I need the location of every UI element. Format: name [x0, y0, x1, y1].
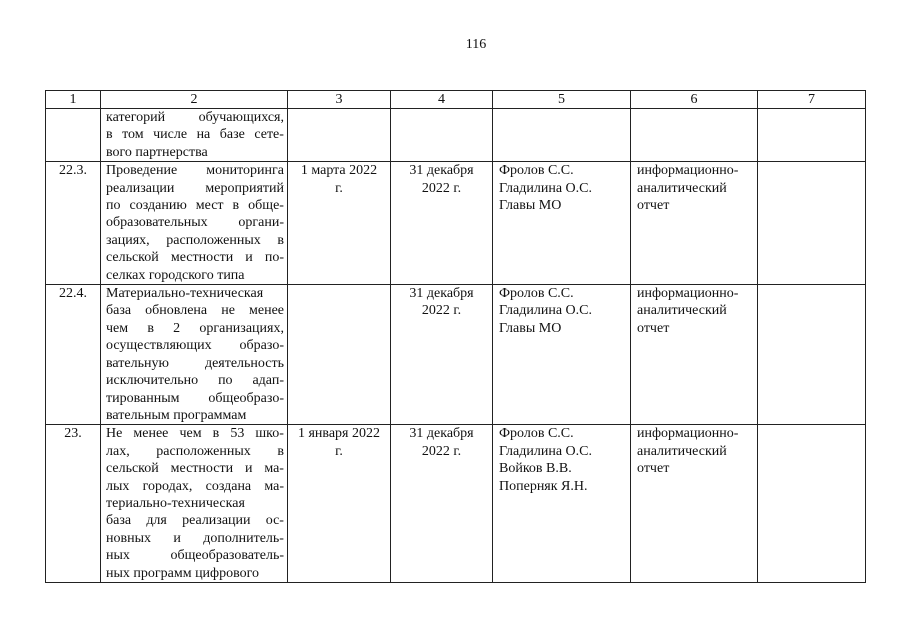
responsible-person: Фролов С.С.	[499, 163, 574, 179]
item-number-cell	[46, 109, 101, 162]
activity-text-line: осуществляющих образо-	[106, 338, 284, 354]
activity-cell	[101, 162, 288, 285]
item-number: 23.	[64, 426, 82, 442]
end-date-cell	[391, 109, 493, 162]
result-document-cell	[631, 162, 758, 285]
start-date-line: 1 марта 2022	[300, 163, 378, 179]
end-date-line: 2022 г.	[421, 180, 462, 196]
activity-text-line: сельской местности и по-	[106, 250, 284, 266]
result-document-line: отчет	[637, 198, 670, 214]
activity-cell	[101, 109, 288, 162]
responsible-cell	[493, 109, 631, 162]
activity-text-line: лах, расположенных в	[106, 443, 284, 459]
activity-text-line: ных общеобразователь-	[106, 548, 284, 564]
start-date-cell	[288, 109, 391, 162]
activity-text-line: база обновлена не менее	[106, 303, 284, 319]
page-number: 116	[465, 37, 487, 52]
activity-text-line: селках городского типа	[106, 267, 245, 283]
end-date-line: 31 декабря	[409, 426, 474, 442]
activity-text-line: чем в 2 организациях,	[106, 320, 284, 336]
result-document-line: отчет	[637, 461, 670, 477]
end-date-cell	[391, 285, 493, 425]
activity-text-line: вательным программам	[106, 407, 247, 423]
result-document-line: аналитический	[637, 180, 727, 196]
activity-cell	[101, 425, 288, 583]
result-document-cell	[631, 425, 758, 583]
item-number: 22.4.	[59, 286, 87, 302]
note-cell	[758, 109, 866, 162]
result-document-line: информационно-	[637, 163, 739, 179]
activity-text-line: категорий обучающихся,	[106, 110, 284, 125]
column-number: 1	[46, 91, 101, 109]
item-number-cell	[46, 425, 101, 583]
activity-text-line: тированным общеобразо-	[106, 390, 284, 406]
activity-text-line: Не менее чем в 53 шко-	[106, 426, 284, 442]
responsible-person: Войков В.В.	[499, 461, 572, 477]
item-number-cell	[46, 162, 101, 285]
responsible-person: Поперняк Я.Н.	[499, 478, 588, 494]
activity-text-line: исключительно по адап-	[106, 373, 284, 389]
activity-text-line: Материально-техническая	[106, 286, 264, 302]
end-date-line: 31 декабря	[409, 163, 474, 179]
start-date-line: 1 января 2022	[297, 426, 380, 442]
start-date-cell	[288, 162, 391, 285]
result-document-line: отчет	[637, 320, 670, 336]
plan-table	[45, 90, 866, 583]
end-date-line: 31 декабря	[409, 286, 474, 302]
responsible-person: Главы МО	[499, 198, 562, 214]
activity-text-line: Проведение мониторинга	[106, 163, 284, 179]
end-date-line: 2022 г.	[421, 303, 462, 319]
activity-text-line: образовательных органи-	[106, 215, 284, 231]
note-cell	[758, 285, 866, 425]
activity-text-line: лых городах, создана ма-	[106, 478, 284, 494]
result-document-line: информационно-	[637, 286, 739, 302]
responsible-person: Фролов С.С.	[499, 426, 574, 442]
table-row	[46, 162, 866, 285]
activity-cell	[101, 285, 288, 425]
result-document-line: аналитический	[637, 443, 727, 459]
end-date-cell	[391, 425, 493, 583]
responsible-person: Фролов С.С.	[499, 286, 574, 302]
result-document-line: информационно-	[637, 426, 739, 442]
responsible-cell	[493, 162, 631, 285]
responsible-person: Гладилина О.С.	[499, 303, 592, 319]
column-number: 2	[101, 91, 288, 109]
responsible-cell	[493, 425, 631, 583]
start-date-line: г.	[335, 443, 343, 459]
result-document-cell	[631, 109, 758, 162]
table-row	[46, 425, 866, 583]
column-number-row	[46, 91, 866, 109]
activity-text-line: вательную деятельность	[106, 355, 284, 371]
column-number: 3	[288, 91, 391, 109]
start-date-cell	[288, 425, 391, 583]
end-date-line: 2022 г.	[421, 443, 462, 459]
activity-text-line: реализации мероприятий	[106, 180, 284, 196]
column-number: 7	[758, 91, 866, 109]
column-number: 6	[631, 91, 758, 109]
activity-text-line: сельской местности и ма-	[106, 461, 284, 477]
item-number: 22.3.	[59, 163, 87, 179]
result-document-cell	[631, 285, 758, 425]
note-cell	[758, 425, 866, 583]
item-number-cell	[46, 285, 101, 425]
activity-text-line: в том числе на базе сете-	[106, 127, 284, 143]
note-cell	[758, 162, 866, 285]
responsible-person: Главы МО	[499, 320, 562, 336]
start-date-line: г.	[335, 180, 343, 196]
activity-text-line: вого партнерства	[106, 144, 208, 160]
activity-text-line: по созданию мест в обще-	[106, 198, 284, 214]
activity-text-line: новных и дополнитель-	[106, 530, 284, 546]
table-row	[46, 109, 866, 162]
activity-text-line: ных программ цифрового	[106, 565, 260, 581]
table-row	[46, 285, 866, 425]
column-number: 5	[493, 91, 631, 109]
result-document-line: аналитический	[637, 303, 727, 319]
activity-text-line: зациях, расположенных в	[106, 232, 284, 248]
responsible-cell	[493, 285, 631, 425]
column-number: 4	[391, 91, 493, 109]
activity-text-line: териально-техническая	[106, 495, 245, 511]
activity-text-line: база для реализации ос-	[106, 513, 284, 529]
end-date-cell	[391, 162, 493, 285]
start-date-cell	[288, 285, 391, 425]
responsible-person: Гладилина О.С.	[499, 180, 592, 196]
responsible-person: Гладилина О.С.	[499, 443, 592, 459]
